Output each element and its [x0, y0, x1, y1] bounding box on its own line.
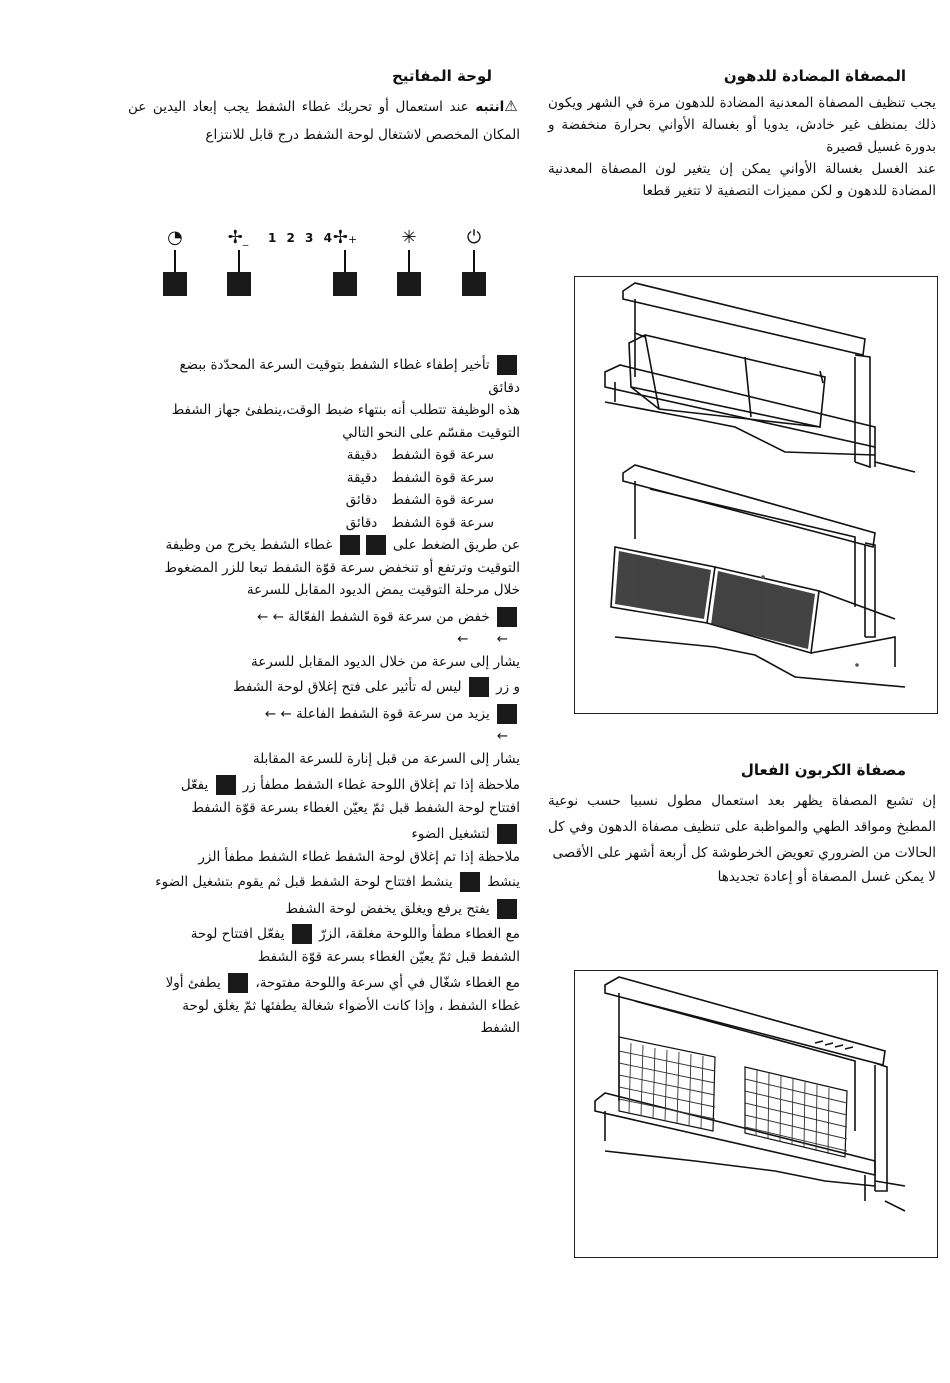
arrows-line: [150, 725, 520, 748]
carbon-filter-section: [548, 760, 936, 888]
indicator-paragraph-2: يشار إلى السرعة من قبل إنارة للسرعة المقابلة: [252, 750, 520, 767]
no-effect-text-b: ليس له تأثير على فتح إغلاق لوحة الشفط: [233, 679, 462, 695]
carbon-filter-illustration: [574, 970, 938, 1258]
fan-minus-icon[interactable]: ✢_: [227, 227, 249, 248]
grease-filter-section: [548, 66, 936, 202]
hood-carbon-filter-drawing: [575, 971, 937, 1257]
open-text-b: يفعّل افتتاح لوحة الشفط قبل ثمّ يعيّن الغطاء بسرعة قوّة الشفط: [190, 926, 520, 965]
open-text: يفتح يرفع ويغلق يخفض لوحة الشفط: [285, 900, 490, 917]
timer-row-unit: دقائق: [345, 514, 378, 531]
connector-line: [174, 250, 176, 272]
open-paragraph: [150, 898, 520, 921]
decrease-text: خفض من سرعة قوة الشفط الفعّالة: [288, 608, 490, 625]
open-text-d: يطفئ أولا غطاء الشفط ، وإذا كانت الأضواء شغالة يطفئها ثمّ يغلق لوحة الشفط: [165, 975, 520, 1036]
open-text-a: مع الغطاء مطفأ واللوحة مغلقة، الزرّ: [319, 926, 520, 942]
grease-filter-paragraph-2: عند الغسل بغسالة الأواني يمكن إن يتغير لون المصفاة المعدنية المضادة للدهون و لكن مميزات التصفية لا تتغير قطعا: [548, 161, 936, 199]
panel-button[interactable]: [163, 272, 187, 296]
note-2-text-c: ينشط افتتاح لوحة الشفط قبل ثم يقوم بتشغيل الضوء: [155, 874, 453, 890]
increase-button-icon: [497, 704, 517, 724]
warning-label: انتبه: [475, 99, 505, 115]
timer-row-speed: سرعة قوة الشفط: [391, 514, 494, 531]
panel-icon[interactable]: ◔: [167, 227, 183, 248]
connector-line: [408, 250, 410, 272]
timer-row: [150, 444, 506, 467]
timer-row: [150, 489, 506, 512]
button-square-icon: [228, 973, 248, 993]
timer-row: [150, 512, 506, 535]
timer-button-icon: [497, 355, 517, 375]
timer-row-speed: سرعة قوة الشفط: [391, 492, 494, 508]
note-1-paragraph: [150, 774, 520, 819]
note-2-continued: [150, 871, 520, 894]
light-button[interactable]: [397, 272, 421, 296]
warning-triangle-icon: ⚠: [504, 97, 521, 115]
control-panel-title: لوحة المفاتيح: [392, 67, 492, 85]
button-square-icon: [366, 535, 386, 555]
increase-text: يزيد من سرعة قوة الشفط الفاعلة: [296, 705, 490, 722]
speed-indicators: 1 2 3 4: [268, 231, 335, 245]
light-paragraph: [150, 823, 520, 846]
timer-row-unit: دقيقة: [346, 447, 378, 463]
timer-paragraph-1: [150, 354, 520, 399]
increase-paragraph: [150, 703, 520, 726]
arrows-line: [150, 628, 520, 651]
fan-plus-icon[interactable]: ✢+: [332, 227, 358, 248]
grease-filter-title: المصفاة المضادة للدهون: [723, 67, 906, 85]
no-effect-text-a: و زر: [496, 679, 520, 695]
warning-paragraph: [128, 92, 520, 149]
timer-table: [150, 444, 520, 534]
light-icon[interactable]: ✳: [401, 227, 417, 248]
timer-paragraph-2: هذه الوظيفة تتطلب أنه بنتهاء ضبط الوقت،ينطفئ جهاز الشفط: [171, 402, 520, 418]
press-paragraph: [150, 534, 520, 602]
carbon-filter-paragraph-1: إن تشبع المصفاة يظهر بعد استعمال مطول نسبيا حسب نوعية المطبخ ومواقد الطهي والمواظبة على تنظيف مصفاة الدهون وفي كل الحالات من الضروري تعويض الخرطوشة كل أربعة أشهر على الأقصى: [548, 793, 936, 861]
carbon-filter-paragraph-2: لا يمكن غسل المصفاة أو إعادة تجديدها: [717, 869, 936, 885]
carbon-filter-title: مصفاة الكربون الفعال: [740, 761, 906, 779]
connector-line: [344, 250, 346, 272]
decrease-paragraph: [150, 606, 520, 629]
decrease-button-icon: [497, 607, 517, 627]
timer-row: [150, 467, 506, 490]
open-button-icon: [497, 899, 517, 919]
light-text: لتشغيل الضوء: [411, 826, 490, 842]
connector-line: [238, 250, 240, 272]
note-1-text-a: ملاحظة إذا تم إغلاق اللوحة غطاء الشفط مطفأ زر: [242, 777, 520, 793]
no-effect-paragraph: [150, 676, 520, 699]
grease-filter-paragraph-1: يجب تنظيف المصفاة المعدنية المضادة للدهون مرة في الشهر ويكون ذلك بمنظف غير خادش، يدويا أو بغسالة الأواني بحرارة منخفضة و بدورة غسيل قصيرة: [548, 95, 936, 155]
timer-text-1: تأخير إطفاء غطاء الشفط بتوقيت السرعة المحدّدة ببضع دقائق: [179, 357, 520, 396]
indicator-paragraph-1: يشار إلى سرعة من خلال الديود المقابل للسرعة: [250, 653, 520, 670]
timer-row-speed: سرعة قوة الشفط: [391, 469, 494, 486]
note-2-text-b: ينشط: [487, 874, 520, 890]
arrow-icons: ←: [496, 728, 520, 744]
open-paragraph-2: [150, 972, 520, 1040]
warning-text: عند استعمال أو تحريك غطاء الشفط يجب إبعاد اليدين عن المكان المخصص لاشتغال لوحة الشفط درج قابل للانتزاع: [128, 99, 520, 143]
timer-row-speed: سرعة قوة الشفط: [391, 447, 494, 463]
grease-filter-illustration: [574, 276, 938, 714]
arrow-icons: ← ←: [457, 631, 520, 647]
open-paragraph-1: [150, 923, 520, 968]
button-square-icon: [216, 775, 236, 795]
fan-plus-button[interactable]: [333, 272, 357, 296]
power-button[interactable]: [462, 272, 486, 296]
open-text-c: مع الغطاء شغّال في أي سرعة واللوحة مفتوحة،: [255, 975, 520, 991]
power-icon[interactable]: ⏻: [466, 227, 482, 248]
button-square-icon: [460, 872, 480, 892]
functions-description: [150, 354, 520, 1040]
arrow-icons: ← ←: [257, 608, 284, 625]
connector-line: [473, 250, 475, 272]
button-square-icon: [340, 535, 360, 555]
press-text-b: غطاء الشفط يخرج من وظيفة التوقيت وترتفع أو تنخفض سرعة قوّة الشفط تبعا للزر المضغوط خلال مرحلة التوقيت يمض الديود المقابل للسرعة: [164, 537, 520, 598]
timer-row-unit: دقيقة: [346, 469, 378, 486]
note-2-paragraph: ملاحظة إذا تم إغلاق لوحة الشفط غطاء الشفط مطفأ الزر: [198, 848, 520, 865]
hood-grease-filter-drawing: [575, 277, 937, 713]
button-square-icon: [292, 924, 312, 944]
timer-row-unit: دقائق: [345, 492, 378, 508]
fan-minus-button[interactable]: [227, 272, 251, 296]
control-panel-section: [128, 66, 520, 149]
note-1-text-b: يفعّل افتتاح لوحة الشفط قبل ثمّ يعيّن الغطاء بسرعة قوّة الشفط: [180, 777, 520, 816]
button-square-icon: [469, 677, 489, 697]
timer-paragraph-3: التوقيت مقسّم على النحو التالي: [342, 424, 520, 441]
press-text-a: عن طريق الضغط على: [392, 537, 520, 553]
arrow-icons: ← ←: [264, 705, 292, 722]
light-button-icon: [497, 824, 517, 844]
